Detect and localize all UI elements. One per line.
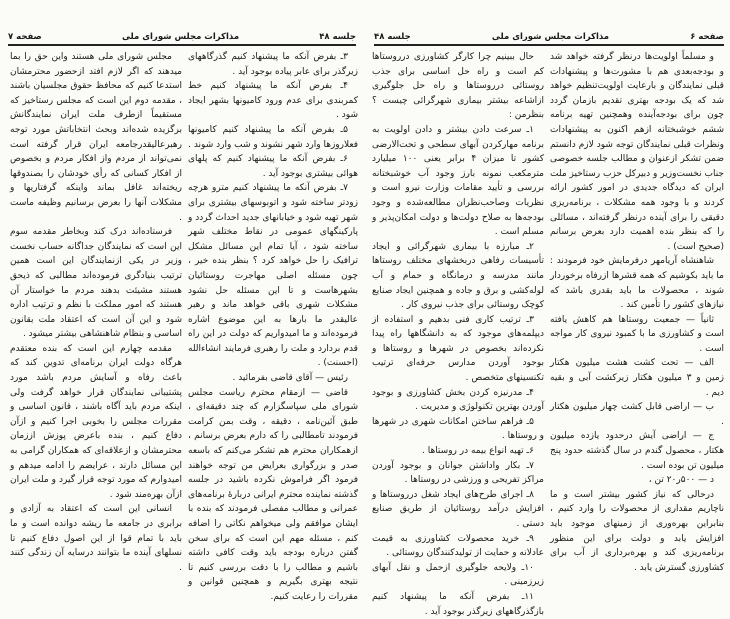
session-number: جلسه ۴۸ (374, 32, 411, 42)
page-number: صفحه ۶ (690, 32, 724, 42)
paragraph: ۶ـ تهیه انواع بیمه در روستاها . (421, 446, 534, 457)
paragraph: د — ۵۰۰ر۲۰ تن ، (648, 475, 714, 486)
paragraph: ۶ـ بفرض آنکه ما پیشنهاد کنیم که پلهای هوائی بیشتری بوجود آید . (188, 154, 358, 179)
paragraph: ۳ـ بفرض آنکه ما پیشنهاد کنیم گذرگاههای زیرگذر برای عابر پیاده بوجود آید . (188, 52, 358, 77)
paragraph: ۷ـ بکار واداشتن جوانان و بوجود آوردن مراکز تفریحی و ورزشی در روستاها . (372, 460, 544, 486)
paragraph: ۴ـ مدرنیزه کردن بخش کشاورزی و بوجود آوردن بهترین تکنولوژی و مدیریت . (372, 387, 544, 413)
paragraph: ج — اراضی آیش درحدود یازده میلیون هکتار ، محصول گندم در سال گذشته حدود پنج میلیون تن بوده است . (550, 431, 724, 471)
paragraph: ۳ـ ترتیب کاری فنی بدهیم و استفاده از دیپلمه‌های موجود که به دانشگاهها راه پیدا نکرده‌اند بخصوص در شهرها و روستاها و بوجود آوردن مدارس حرفه‌ای ترتیب تکنسینهای متخصص . (372, 314, 544, 384)
paragraph: انسانی این است که اعتقاد به آزادی و برابری در جامعه ما ریشه دوانده است و ما باید با تمام قوا از این اصول دفاع کنیم تا نسلهای آینده ما بتوانند درسایه آن زندگی کنند . (10, 504, 182, 573)
paragraph: ۲ـ مبارزه با بیماری شهرگرائی و ایجاد تأسیسات رفاهی دربخشهای مختلف روستاها مانند مدرسه و درمانگاه و حمام و آب لوله‌کشی و برق و جاده و همچنین ایجاد صنایع کوچک روستائی برای جذب نیروی کار . (372, 241, 544, 311)
paragraph: الف — تحت کشت هشت میلیون هکتار زمین و ۳ میلیون هکتار زیرکشت آبی و بقیه دیم . (550, 358, 724, 398)
paragraph: ۸ـ اجرای طرح‌های ایجاد شغل درروستاها و افزایش درآمد روستائیان از طریق صنایع دستی . (372, 489, 544, 529)
left-page (0, 0, 362, 600)
publication-title: مذاکرات مجلس شورای ملی (121, 32, 240, 42)
text-column (550, 50, 724, 595)
header-rule (374, 44, 724, 46)
paragraph: ثانیاً — جمعیت روستاها هم کاهش یافته است و کشاورزی ما با کمبود نیروی کار مواجه است . (550, 314, 724, 354)
publication-title: مذاکرات مجلس شورای ملی (491, 32, 610, 42)
paragraph: ۱ـ سرعت دادن بیشتر و دادن اولویت به برنامه مهارکردن آبهای سطحی و تحت‌الارضی کشور تا میزان ۴ برابر یعنی ۱۰۰ میلیارد مترمکعب نمونه بارز وجود آب خوشبختانه بررسی و تأیید مقامات وزارت نیرو است و نظریات وصاحب‌نظران مطالعه‌شده و وجود بودجه‌ها به صلاح دولت‌ها و دولت امکان‌پذیر و مسلم است . (372, 124, 544, 238)
paragraph: شاهنشاه آریامهر درفرمایش خود فرمودند : ما باید بکوشیم که همه قشرها ازرفاه برخوردار شوند ، محصولات ما باید بقدری باشد که نیازهای کشور را تأمین کند . (550, 256, 724, 311)
header-rule (8, 44, 356, 46)
paragraph: ۱۰ـ ولایحه جلوگیری ازحمل و نقل آبهای زیرزمینی . (372, 562, 544, 588)
paragraph: مقدمه چهارم این است که بنده معتقدم هرگاه دولت ایران برنامه‌ای تدوین کند که باعث رفاه و آسایش مردم باشد مورد پشتیبانی نمایندگان قرار خواهد گرفت ولی اینکه مردم باید آگاه باشند ، قانون اساسی و مقررات مجلس را بخوبی اجرا کنیم و ازآن دفاع کنیم ، بنده باعرض پوزش اززمان محترمشان و ازعلاقه‌ای که همکاران گرامی به این مسائل دارند ، عرایضم را ادامه میدهم و امیدوارم که مورد توجه قرار گیرد و ملت ایران ازآن بهره‌مند شود . (10, 343, 182, 500)
page-header (374, 30, 724, 42)
text-column (372, 50, 544, 617)
page-number: صفحه ۷ (8, 32, 42, 42)
paragraph: ۴ـ بفرض آنکه ما پیشنهاد کنیم خط کمربندی برای عدم ورود کامیونها بشهر ایجاد شود . (188, 81, 358, 121)
paragraph: ۹ـ خرید محصولات کشاورزی به قیمت عادلانه و حمایت از تولیدکنندگان روستائی . (372, 533, 544, 559)
paragraph: ۵ـ فراهم ساختن امکانات شهری در شهرها و روستاها . (372, 416, 544, 442)
paragraph: ب — اراضی قابل کشت چهار میلیون هکتار . (550, 402, 724, 427)
paragraph: مجلس شورای ملی هستند واین حق را بما میدهند که اگر لازم افتد ازحضور محترمشان استدعا کنیم که محافظ حقوق مجلسیان باشند ، مقدمه دوم این است که مجلس رستاخیز که مستقیماً ازطرف ملت ایران نمایندگانش برگزیده شده‌اند وبحث انتخاباتش مورد توجه رهبرعالیقدرجامعه ایران قرار گرفته است نمی‌تواند از مردم واز افکار مردم و بخصوص از افکار کسانی که رأی خودشان را بصندوقها ریخته‌اند غافل بماند واینکه گرفتاریها و مشکلات آنها را بعرض برسانیم وظیفه ماست . (10, 52, 182, 223)
paragraph: و مسلماً اولویت‌ها درنظر گرفته خواهد شد و بودجه‌بعدی هم با مشورت‌ها و پیشنهادات قبلی نمایندگان و بارعایت اولویت‌تنظیم خواهد شد که یک بودجه بهتری تقدیم بازمان گردد چون برای بودجه‌آینده وهمچنین تهیه برنامه ششم خوشبختانه ازهم اکنون به پیشنهادات ونظرات قبلی نمایندگان توجه شود لازم دانستم ضمن تشکر ازعنوان و مطالب جلسه خصوصی جناب نخست‌وزیر و دبیرکل حزب رستاخیز ملت ایران که دیدگاه جدیدی در امور کشور ارائه کردند و با وجود همه مشکلات ، برنامه‌ریزی دقیقی را برای آینده درنظر گرفته‌اند ، مسائلی را که بنظر بنده اهمیت دارد بعرض برسانم (صحیح است) . (550, 52, 724, 252)
paragraph: ۱۱ـ بفرض آنکه ما پیشنهاد کنیم بازگذرگاههای زیرگذر بوجود آید . (372, 591, 544, 617)
paragraph: قاضی — ازمقام محترم ریاست مجلس شورای ملی سپاسگزارم که چند دقیقه‌ای ، طبق آئین‌نامه ، دقیقه ، وقت بمن کرامت فرمودند تامطالبی را که دارم بعرض برسانم ، ازهمکاران محترم هم تشکر می‌کنم که باسعه صدر و بزرگواری بعرایض من توجه خواهند فرمود اگر فراموش نکرده باشید در جلسه گذشته نماینده محترم ایرانی دربارهٔ برنامه‌های عمرانی و مطالب مفصلی فرمودند که بنده با ایشان موافقم ولی میخواهم نکاتی را اضافه کنم ، مسئله مهم این است که برای سخن گفتن درباره بودجه باید وقت کافی داشته باشیم و مطالب را با دقت بررسی کنیم تا نتیجه بهتری بگیریم و همچنین قوانین و مقررات را رعایت کنیم. (188, 387, 358, 602)
paragraph: حال ببینیم چرا کارگر کشاورزی درروستاها کم است و راه حل اساسی برای جذب روستائی درروستاها و راه حل جلوگیری ازاشاعه بیشتر بیماری شهرگرائی چیست ؟ بنظرمن : (372, 52, 544, 121)
paragraph: رئیس — آقای قاضی بفرمائید . (232, 373, 348, 384)
right-page (366, 0, 730, 617)
paragraph: درحالی که نیاز کشور بیشتر است و ما ناچاریم مقداری از محصولات را وارد کنیم ، بنابراین بهره‌وری از زمینهای موجود باید افزایش یابد و دولت برای این منظور برنامه‌ریزی کند و بهره‌برداری از آب برای کشاورزی گسترش یابد . (550, 489, 724, 573)
paragraph: ۷ـ بفرض آنکه ما پیشنهاد کنیم مترو هرچه زودتر ساخته شود و اتوبوسهای بیشتری برای شهر تهیه شود و خیابانهای جدید احداث گردد و پارکینگهای عمومی در نقاط مختلف شهر ساخته شود ، آیا تمام این مسائل مشکل ترافیک را حل خواهد کرد ؟ بنظر بنده خیر ، چون مسئله اصلی مهاجرت روستائیان بشهرهاست و تا این مسئله حل نشود مشکلات شهری باقی خواهد ماند و رهبر عالیقدر ما بارها به این موضوع اشاره فرموده‌اند و ما امیدواریم که دولت در این راه قدم بردارد و ملت را رهبری فرمایند انشاءالله (احسنت) . (188, 183, 358, 369)
page-header (8, 30, 356, 42)
text-column (10, 50, 182, 595)
session-number: جلسه ۴۸ (319, 32, 356, 42)
text-column (188, 50, 358, 602)
paragraph: ۵ـ بفرض آنکه ما پیشنهاد کنیم کامیونها فعلاروزها وارد شهر نشوند و شب وارد شوند . (188, 124, 358, 150)
paragraph: فرستاده‌اند درک کند وبخاطر مقدمه سوم این است که نمایندگان جداگانه حساب نخست وزیر در یکی ازنمایندگان این است همین ترتیب بنیادگری فرموده‌اند مطالبی که ذیحق هستند مشیئت بدهند مردم ما خواستار آن هستند که امور مملکت با نظم و ترتیب اداره شود و این آن است که اعتقاد ملت بقانون اساسی و بنظام شاهنشاهی بیشتر میشود . (10, 227, 182, 340)
